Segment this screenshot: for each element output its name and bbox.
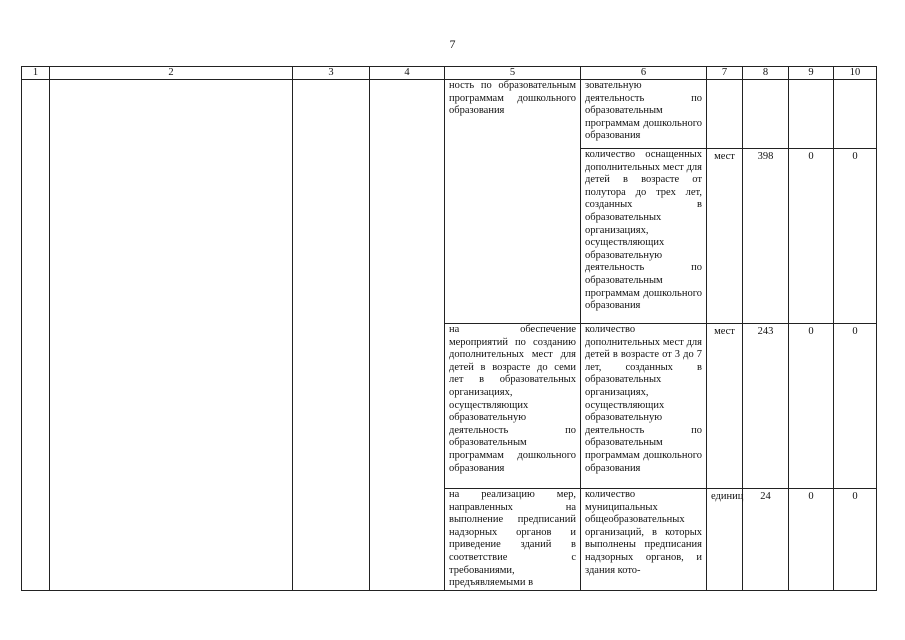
- column-header: 8: [743, 67, 789, 80]
- cell-col2: [50, 80, 293, 591]
- cell-col3: [293, 80, 370, 591]
- cell-col9: [789, 80, 834, 149]
- cell-col5: ность по образовательным программам дошкольного образования: [445, 80, 581, 324]
- cell-col10: [834, 80, 877, 149]
- cell-col10: 0: [834, 149, 877, 324]
- column-header: 2: [50, 67, 293, 80]
- column-header: 5: [445, 67, 581, 80]
- cell-col4: [370, 80, 445, 591]
- cell-col8: 398: [743, 149, 789, 324]
- table-row: [22, 80, 877, 149]
- cell-col10: 0: [834, 489, 877, 591]
- cell-col8: 24: [743, 489, 789, 591]
- cell-col9: 0: [789, 149, 834, 324]
- data-table: [21, 66, 877, 591]
- column-header: 4: [370, 67, 445, 80]
- cell-col5: на обеспечение мероприятий по созданию дополнительных мест для детей в возрасте до семи лет в образовательных организациях, осуществляющих образовательную деятельность по образовательным программам дошкольного образования: [445, 324, 581, 489]
- cell-col7: единиц: [707, 489, 743, 591]
- cell-col6: зовательную деятельность по образовательным программам дошкольного образования: [581, 80, 707, 149]
- cell-col7: мест: [707, 324, 743, 489]
- cell-col7: мест: [707, 149, 743, 324]
- column-header: 6: [581, 67, 707, 80]
- table-header-row: [22, 67, 877, 80]
- cell-col1: [22, 80, 50, 591]
- column-header: 1: [22, 67, 50, 80]
- cell-col8: [743, 80, 789, 149]
- cell-col10: 0: [834, 324, 877, 489]
- cell-col9: 0: [789, 324, 834, 489]
- page-number: 7: [449, 37, 456, 51]
- column-header: 9: [789, 67, 834, 80]
- cell-col6: количество оснащенных дополнительных мест для детей в возрасте от полутора до трех лет, созданных в образовательных организациях, осуществляющих образовательную деятельность по образовательным программам дошкольного образования: [581, 149, 707, 324]
- cell-col6: количество муниципальных общеобразовательных организаций, в которых выполнены предписания надзорных органов, и здания кото-: [581, 489, 707, 591]
- cell-col9: 0: [789, 489, 834, 591]
- cell-col5: на реализацию мер, направленных на выполнение предписаний надзорных органов и приведение зданий в соответствие с требованиями, предъявляемыми в: [445, 489, 581, 591]
- column-header: 7: [707, 67, 743, 80]
- column-header: 10: [834, 67, 877, 80]
- cell-col8: 243: [743, 324, 789, 489]
- column-header: 3: [293, 67, 370, 80]
- cell-col7: [707, 80, 743, 149]
- cell-col6: количество дополнительных мест для детей в возрасте от 3 до 7 лет, созданных в образовательных организациях, осуществляющих образовательную деятельность по образовательным программам дошкольного образования: [581, 324, 707, 489]
